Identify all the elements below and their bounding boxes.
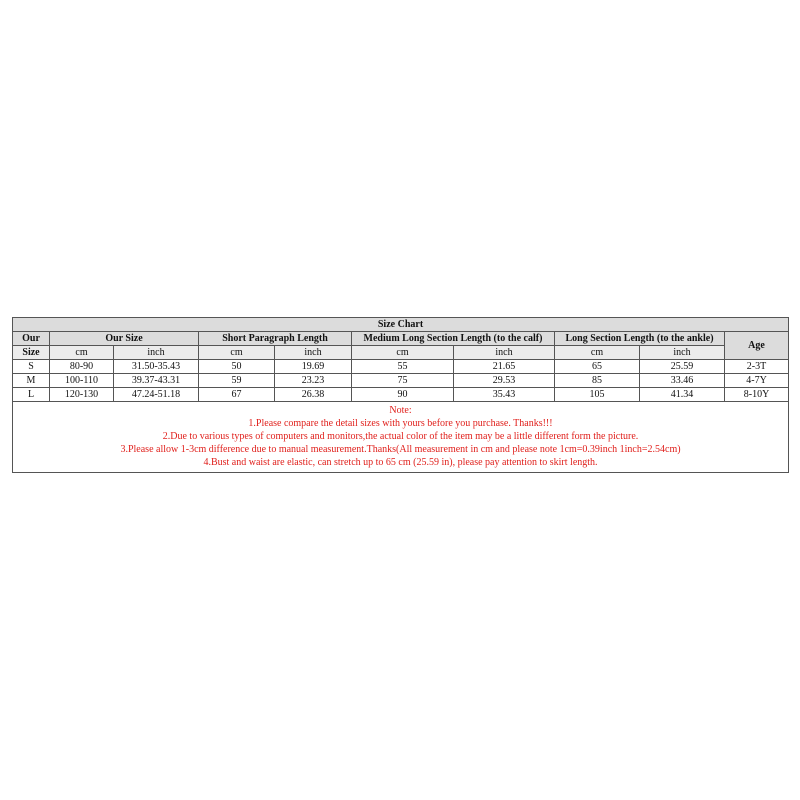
age-cell: 8-10Y bbox=[725, 388, 789, 402]
unit-inch: inch bbox=[275, 346, 352, 360]
our-size-header: Our Size bbox=[50, 332, 199, 346]
age-cell: 4-7Y bbox=[725, 374, 789, 388]
medium-inch-cell: 29.53 bbox=[454, 374, 555, 388]
size-chart-table bbox=[12, 317, 789, 473]
short-length-header: Short Paragraph Length bbox=[199, 332, 352, 346]
short-cm-cell: 50 bbox=[199, 360, 275, 374]
note-line: 4.Bust and waist are elastic, can stretch up to 65 cm (25.59 in), please pay attention to skirt length. bbox=[203, 457, 598, 468]
medium-inch-cell: 35.43 bbox=[454, 388, 555, 402]
our-inch-cell: 31.50-35.43 bbox=[114, 360, 199, 374]
long-length-header: Long Section Length (to the ankle) bbox=[555, 332, 725, 346]
long-cm-cell: 85 bbox=[555, 374, 640, 388]
medium-cm-cell: 90 bbox=[352, 388, 454, 402]
age-header: Age bbox=[725, 332, 789, 360]
table-row bbox=[13, 360, 789, 374]
long-inch-cell: 41.34 bbox=[640, 388, 725, 402]
our-size-label-top: Our bbox=[13, 332, 50, 346]
note-line: 1.Please compare the detail sizes with yours before you purchase. Thanks!!! bbox=[248, 418, 553, 429]
size-cell: M bbox=[13, 374, 50, 388]
our-cm-cell: 80-90 bbox=[50, 360, 114, 374]
age-cell: 2-3T bbox=[725, 360, 789, 374]
notes-heading: Note: bbox=[389, 405, 412, 416]
short-cm-cell: 67 bbox=[199, 388, 275, 402]
our-size-label-bottom: Size bbox=[13, 346, 50, 360]
long-cm-cell: 65 bbox=[555, 360, 640, 374]
long-inch-cell: 33.46 bbox=[640, 374, 725, 388]
short-inch-cell: 19.69 bbox=[275, 360, 352, 374]
unit-cm: cm bbox=[50, 346, 114, 360]
medium-cm-cell: 75 bbox=[352, 374, 454, 388]
unit-inch: inch bbox=[114, 346, 199, 360]
chart-title: Size Chart bbox=[13, 318, 789, 332]
unit-cm: cm bbox=[199, 346, 275, 360]
long-inch-cell: 25.59 bbox=[640, 360, 725, 374]
unit-inch: inch bbox=[640, 346, 725, 360]
size-cell: L bbox=[13, 388, 50, 402]
short-cm-cell: 59 bbox=[199, 374, 275, 388]
medium-length-header: Medium Long Section Length (to the calf) bbox=[352, 332, 555, 346]
our-cm-cell: 120-130 bbox=[50, 388, 114, 402]
table-row bbox=[13, 388, 789, 402]
our-cm-cell: 100-110 bbox=[50, 374, 114, 388]
note-line: 3.Please allow 1-3cm difference due to manual measurement.Thanks(All measurement in cm and please note 1cm=0.39inch 1inch=2.54cm) bbox=[120, 444, 681, 455]
unit-cm: cm bbox=[555, 346, 640, 360]
size-chart bbox=[12, 317, 788, 473]
size-cell: S bbox=[13, 360, 50, 374]
medium-cm-cell: 55 bbox=[352, 360, 454, 374]
short-inch-cell: 23.23 bbox=[275, 374, 352, 388]
table-row bbox=[13, 374, 789, 388]
our-inch-cell: 39.37-43.31 bbox=[114, 374, 199, 388]
unit-cm: cm bbox=[352, 346, 454, 360]
our-inch-cell: 47.24-51.18 bbox=[114, 388, 199, 402]
notes-section bbox=[13, 402, 789, 473]
note-line: 2.Due to various types of computers and monitors,the actual color of the item may be a little different form the picture. bbox=[162, 431, 639, 442]
medium-inch-cell: 21.65 bbox=[454, 360, 555, 374]
long-cm-cell: 105 bbox=[555, 388, 640, 402]
unit-inch: inch bbox=[454, 346, 555, 360]
short-inch-cell: 26.38 bbox=[275, 388, 352, 402]
